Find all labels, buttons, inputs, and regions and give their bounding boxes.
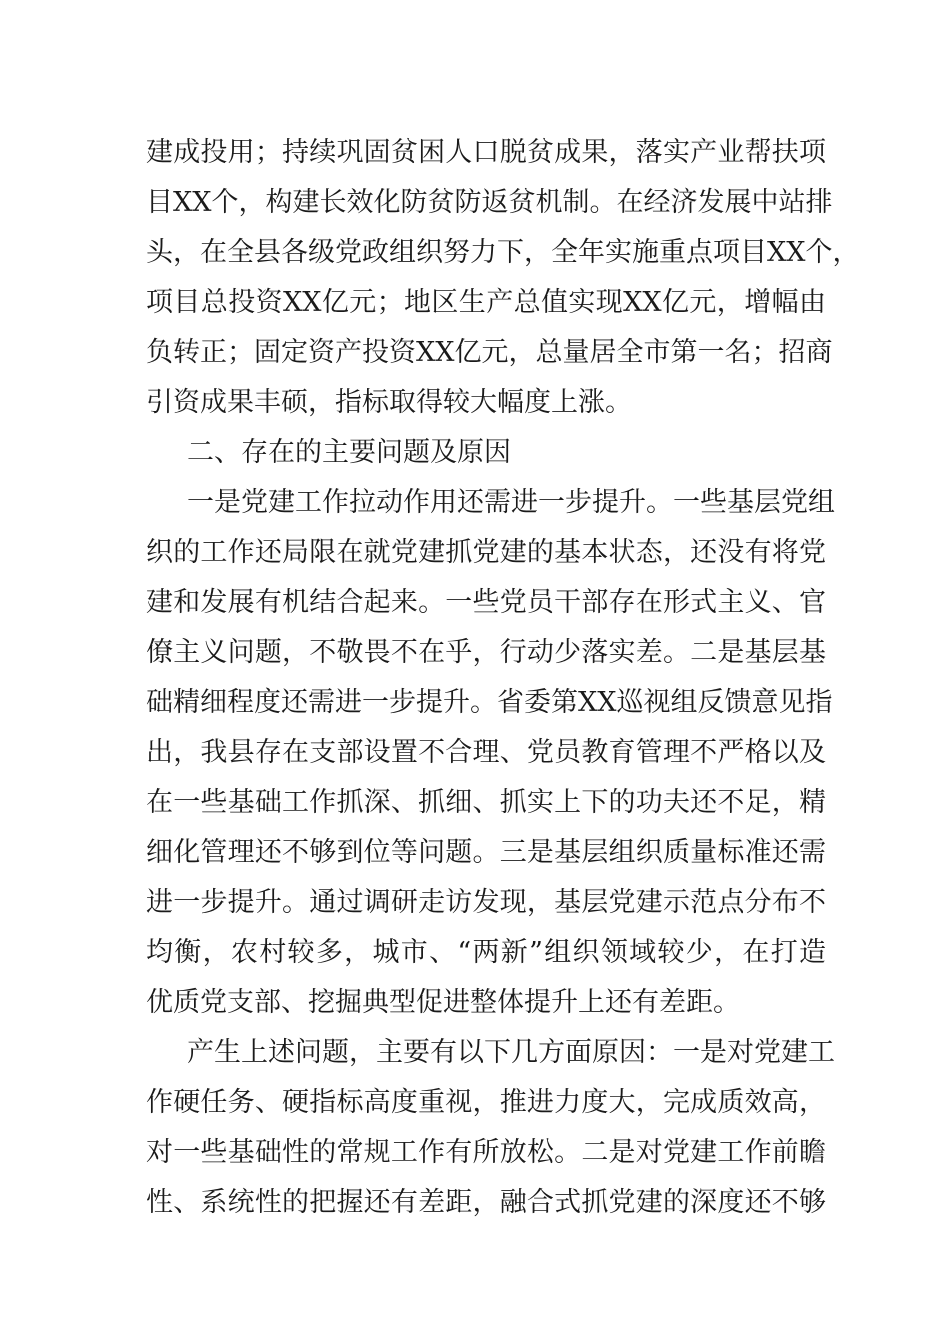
text-line: 对一些基础性的常规工作有所放松。二是对党建工作前瞻 xyxy=(146,1137,826,1168)
text-line: 出，我县存在支部设置不合理、党员教育管理不严格以及 xyxy=(146,737,826,768)
text-line: 项目总投资XX亿元；地区生产总值实现XX亿元，增幅由 xyxy=(146,287,826,318)
text-line: 僚主义问题，不敬畏不在乎，行动少落实差。二是基层基 xyxy=(146,637,826,668)
text-line: 作硬任务、硬指标高度重视，推进力度大，完成质效高， xyxy=(146,1087,826,1118)
paragraph-first-line: 产生上述问题，主要有以下几方面原因：一是对党建工 xyxy=(187,1037,835,1068)
text-line: 建和发展有机结合起来。一些党员干部存在形式主义、官 xyxy=(146,587,826,618)
text-line: 负转正；固定资产投资XX亿元，总量居全市第一名；招商 xyxy=(146,337,833,368)
text-line: 织的工作还局限在就党建抓党建的基本状态，还没有将党 xyxy=(146,537,826,568)
text-line: 性、系统性的把握还有差距，融合式抓党建的深度还不够 xyxy=(146,1187,826,1218)
text-line: 进一步提升。通过调研走访发现，基层党建示范点分布不 xyxy=(146,887,826,918)
section-heading: 二、存在的主要问题及原因 xyxy=(187,437,511,468)
text-line: 优质党支部、挖掘典型促进整体提升上还有差距。 xyxy=(146,987,740,1018)
text-line: 均衡，农村较多，城市、“两新”组织领域较少，在打造 xyxy=(146,937,826,968)
text-line: 细化管理还不够到位等问题。三是基层组织质量标准还需 xyxy=(146,837,826,868)
text-line: 建成投用；持续巩固贫困人口脱贫成果，落实产业帮扶项 xyxy=(146,137,826,168)
paragraph-first-line: 一是党建工作拉动作用还需进一步提升。一些基层党组 xyxy=(187,487,835,518)
text-line: 引资成果丰硕，指标取得较大幅度上涨。 xyxy=(146,387,632,418)
text-line: 目XX个，构建长效化防贫防返贫机制。在经济发展中站排 xyxy=(146,187,833,218)
text-line: 头，在全县各级党政组织努力下，全年实施重点项目XX个， xyxy=(146,237,860,268)
text-line: 在一些基础工作抓深、抓细、抓实上下的功夫还不足，精 xyxy=(146,787,826,818)
text-line: 础精细程度还需进一步提升。省委第XX巡视组反馈意见指 xyxy=(146,687,833,718)
document-body xyxy=(146,128,860,1228)
